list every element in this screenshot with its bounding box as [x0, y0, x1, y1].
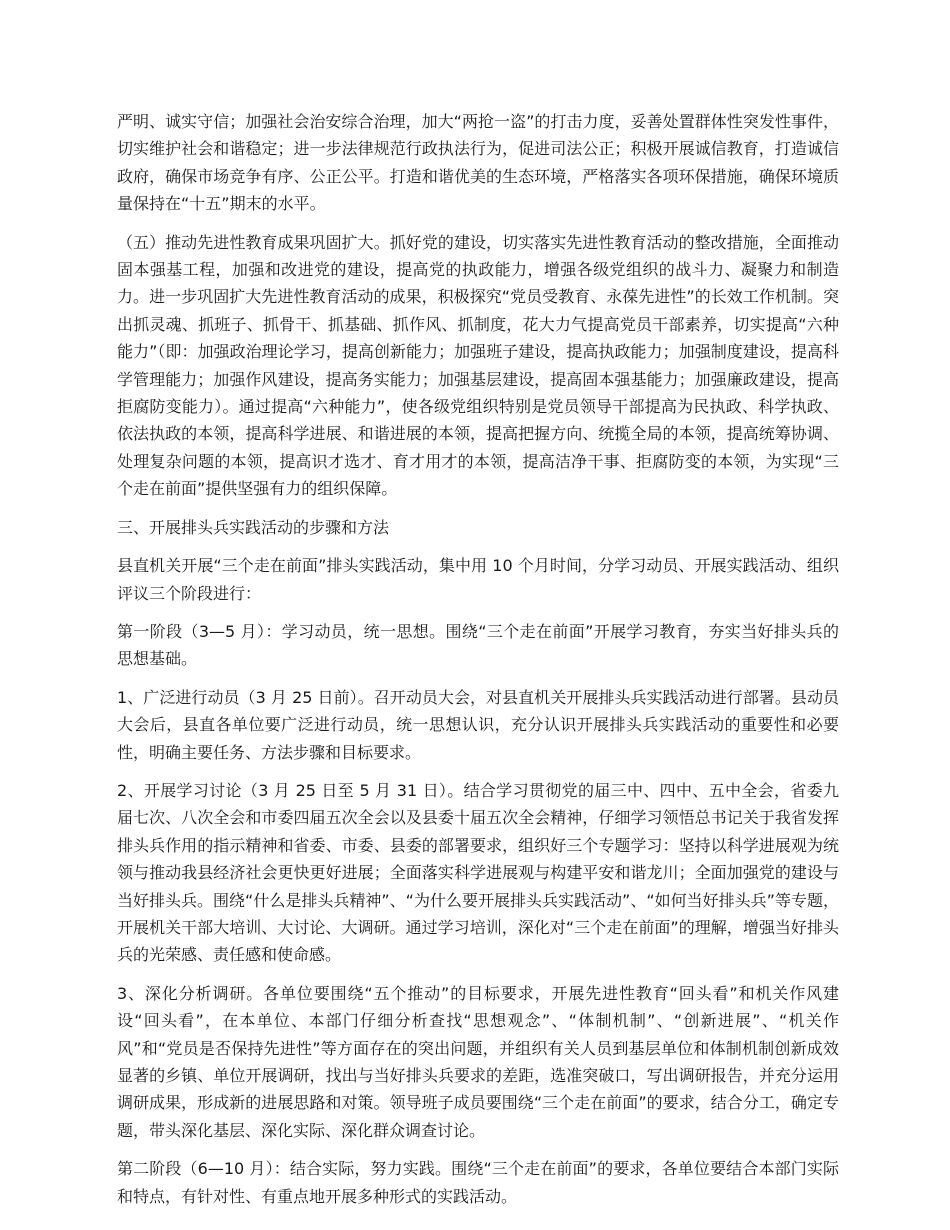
document-body [117, 108, 839, 1221]
section-heading-steps-and-methods: 三、开展排头兵实践活动的步骤和方法 [117, 517, 390, 537]
paragraph-analysis-research: 3、深化分析调研。各单位要围绕“五个推动”的目标要求，开展先进性教育“回头看”和机关作风建设“回头看”，在本单位、本部门仔细分析查找“思想观念”、“体制机制”、“创新进展”、“机关作风”和“党员是否保持先进性”等方面存在的突出问题，并组织有关人员到基层单位和体制机制创新成效显著的乡镇、单位开展调研，找出与当好排头兵要求的差距，选准突破口，写出调研报告，并充分运用调研成果，形成新的进展思路和对策。领导班子成员要围绕“三个走在前面”的要求，结合分工，确定专题，带头深化基层、深化实际、深化群众调查讨论。 [117, 983, 839, 1140]
paragraph-phase-one: 第一阶段（3—5 月）：学习动员，统一思想。围绕“三个走在前面”开展学习教育，夯实当好排头兵的思想基础。 [117, 621, 839, 669]
paragraph-advanced-education: （五）推动先进性教育成果巩固扩大。抓好党的建设，切实落实先进性教育活动的整改措施，全面推动固本强基工程，加强和改进党的建设，提高党的执政能力，增强各级党组织的战斗力、凝聚力和制造力。进一步巩固扩大先进性教育活动的成果，积极探究“党员受教育、永葆先进性”的长效工作机制。突出抓灵魂、抓班子、抓骨干、抓基础、抓作风、抓制度，花大力气提高党员干部素养，切实提高“六种能力”（即：加强政治理论学习，提高创新能力；加强班子建设，提高执政能力；加强制度建设，提高科学管理能力；加强作风建设，提高务实能力；加强基层建设，提高固本强基能力；加强廉政建设，提高拒腐防变能力）。通过提高“六种能力”，使各级党组织特别是党员领导干部提高为民执政、科学执政、依法执政的本领，提高科学进展、和谐进展的本领，提高把握方向、统揽全局的本领，提高统筹协调、处理复杂问题的本领，提高识才选才、育才用才的本领，提高洁净干事、拒腐防变的本领，为实现“三个走在前面”提供坚强有力的组织保障。 [117, 232, 839, 499]
paragraph-social-order: 严明、诚实守信；加强社会治安综合治理，加大“两抢一盗”的打击力度，妥善处置群体性突发性事件，切实维护社会和谐稳定；进一步法律规范行政执法行为，促进司法公正；积极开展诚信教育，打造诚信政府，确保市场竞争有序、公正公平。打造和谐优美的生态环境，严格落实各项环保措施，确保环境质量保持在“十五”期末的水平。 [117, 112, 839, 214]
paragraph-activity-overview: 县直机关开展“三个走在前面”排头实践活动，集中用 10 个月时间，分学习动员、开展实践活动、组织评议三个阶段进行： [117, 556, 839, 603]
paragraph-phase-two: 第二阶段（6—10 月）：结合实际，努力实践。围绕“三个走在前面”的要求，各单位要结合本部门实际和特点，有针对性、有重点地开展多种形式的实践活动。 [117, 1159, 839, 1206]
paragraph-mobilization: 1、广泛进行动员（3 月 25 日前）。召开动员大会，对县直机关开展排头兵实践活动进行部署。县动员大会后，县直各单位要广泛进行动员，统一思想认识，充分认识开展排头兵实践活动的重要性和必要性，明确主要任务、方法步骤和目标要求。 [117, 687, 839, 762]
paragraph-study-discussion: 2、开展学习讨论（3 月 25 日至 5 月 31 日）。结合学习贯彻党的届三中、四中、五中全会，省委九届七次、八次全会和市委四届五次全会以及县委十届五次全会精神，仔细学习领悟总书记关于我省发挥排头兵作用的指示精神和省委、市委、县委的部署要求，组织好三个专题学习：坚持以科学进展观为统领与推动我县经济社会更快更好进展；全面落实科学进展观与构建平安和谐龙川；全面加强党的建设与当好排头兵。围绕“什么是排头兵精神”、“为什么要开展排头兵实践活动”、“如何当好排头兵”等专题，开展机关干部大培训、大讨论、大调研。通过学习培训，深化对“三个走在前面”的理解，增强当好排头兵的光荣感、责任感和使命感。 [117, 780, 839, 965]
